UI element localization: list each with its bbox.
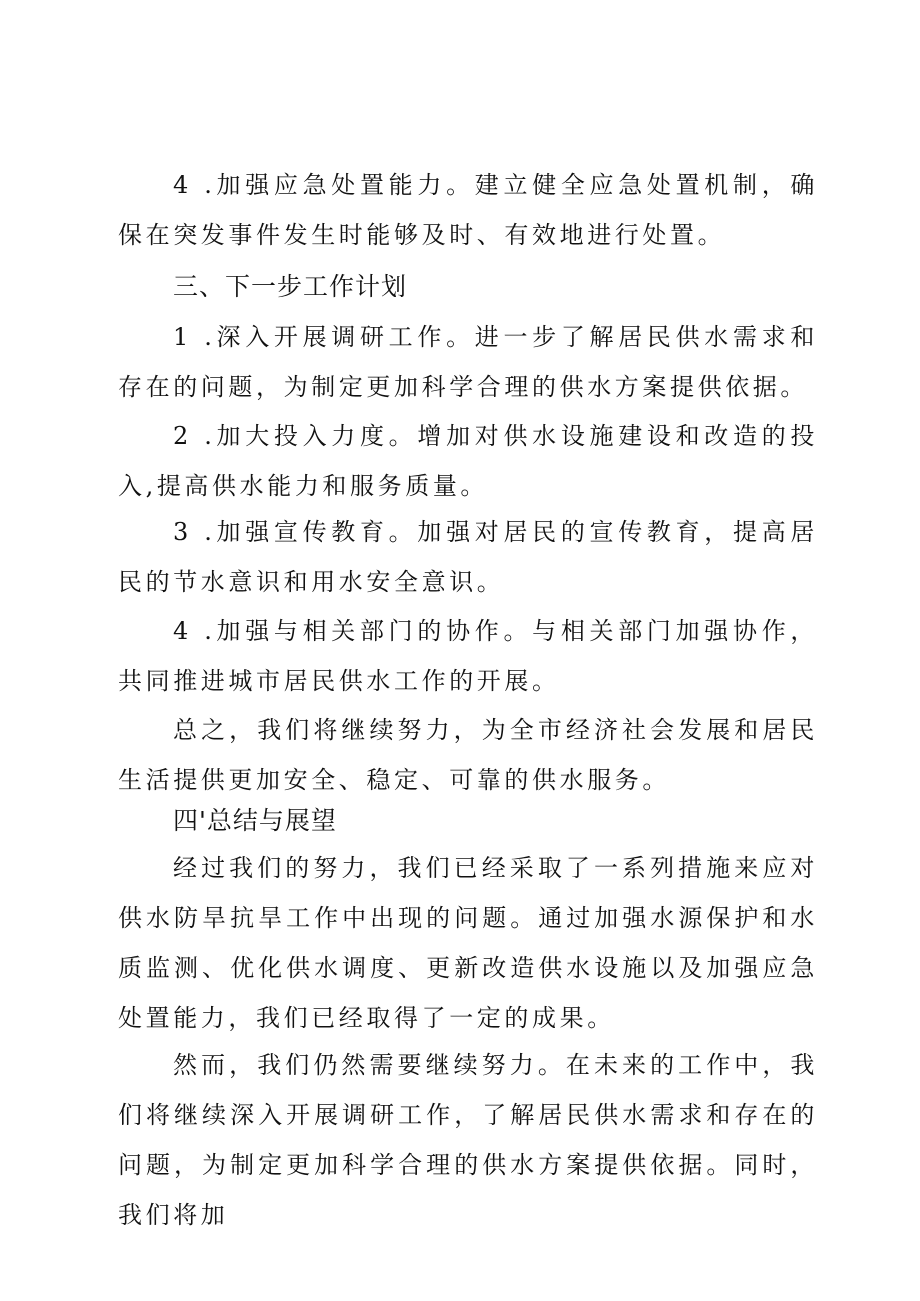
paragraph-achievements: 经过我们的努力，我们已经采取了一系列措施来应对供水防旱抗旱工作中出现的问题。通过加强水源保护和水质监测、优化供水调度、更新改造供水设施以及加强应急处置能力，我们已经取得了一定的成果。 <box>118 854 818 1032</box>
paragraph-cooperation: 4 .加强与相关部门的协作。与相关部门加强协作，共同推进城市居民供水工作的开展。 <box>118 617 818 695</box>
section-heading-summary-outlook: 四'总结与展望 <box>173 806 337 835</box>
paragraph-research-work: 1 .深入开展调研工作。进一步了解居民供水需求和存在的问题，为制定更加科学合理的供水方案提供依据。 <box>118 323 818 401</box>
section-heading-next-steps: 三、下一步工作计划 <box>173 272 408 301</box>
paragraph-investment: 2 .加大投入力度。增加对供水设施建设和改造的投入,提高供水能力和服务质量。 <box>118 422 818 500</box>
paragraph-emergency-response: 4 .加强应急处置能力。建立健全应急处置机制，确保在突发事件发生时能够及时、有效地进行处置。 <box>118 171 818 249</box>
paragraph-summary-commitment: 总之，我们将继续努力，为全市经济社会发展和居民生活提供更加安全、稳定、可靠的供水服务。 <box>118 716 818 794</box>
paragraph-publicity-education: 3 .加强宣传教育。加强对居民的宣传教育，提高居民的节水意识和用水安全意识。 <box>118 518 818 596</box>
paragraph-future-work: 然而，我们仍然需要继续努力。在未来的工作中，我们将继续深入开展调研工作，了解居民供水需求和存在的问题，为制定更加科学合理的供水方案提供依据。同时，我们将加 <box>118 1051 818 1229</box>
